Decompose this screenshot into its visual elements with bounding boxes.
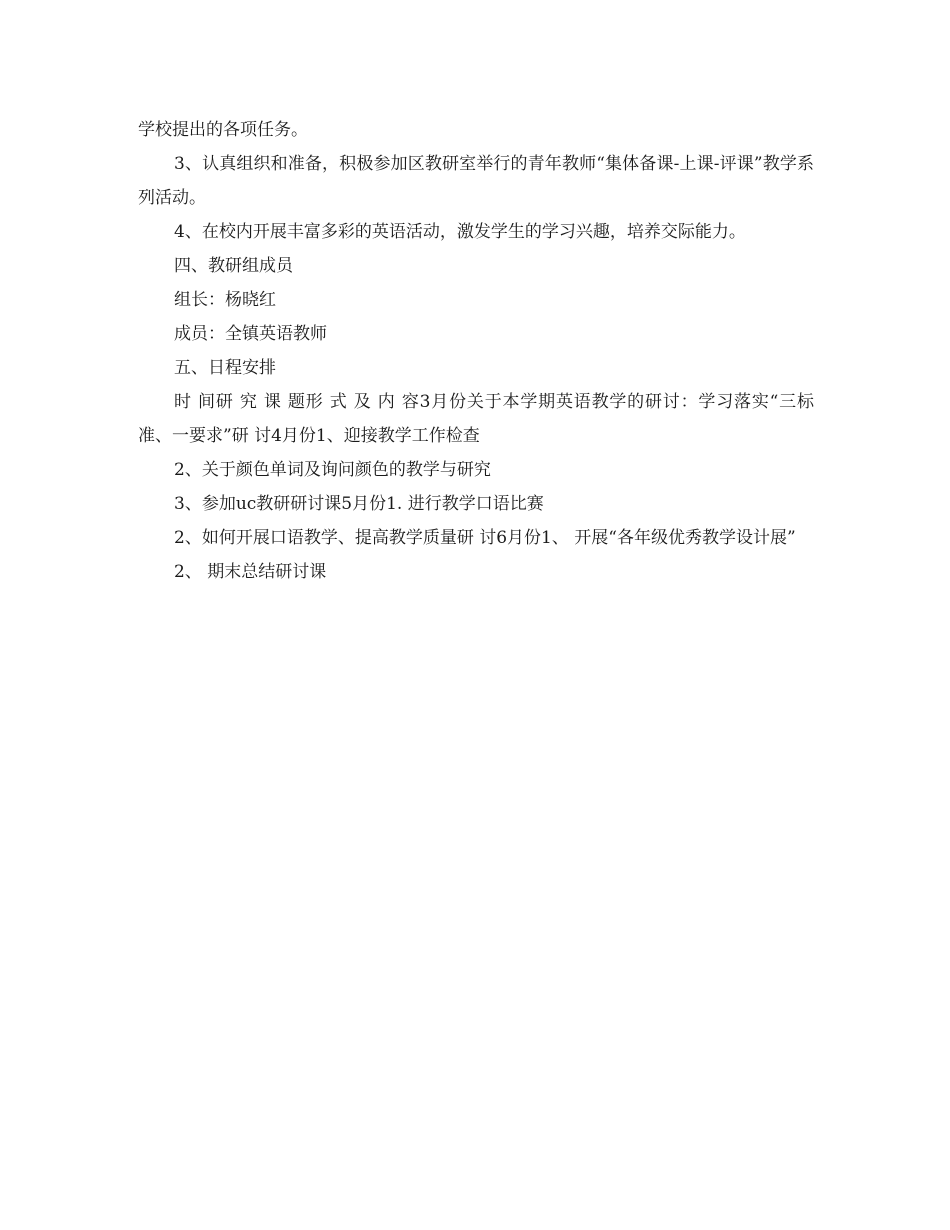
document-body — [138, 113, 814, 589]
paragraph: 2、 期末总结研讨课 — [174, 562, 327, 582]
paragraph: 成员：全镇英语教师 — [174, 324, 327, 344]
section-heading: 五、日程安排 — [174, 358, 276, 378]
paragraph: 3、参加uc教研研讨课5月份1. 进行教学口语比赛 — [174, 494, 544, 514]
paragraph: 3、认真组织和准备，积极参加区教研室举行的青年教师“集体备课-上课-评课”教学系列活动。 — [138, 154, 814, 208]
paragraph: 时 间研 究 课 题形 式 及 内 容3月份关于本学期英语教学的研讨：学习落实“三标准、一要求”研 讨4月份1、迎接教学工作检查 — [138, 392, 814, 446]
paragraph: 学校提出的各项任务。 — [138, 120, 308, 140]
paragraph: 2、如何开展口语教学、提高教学质量研 讨6月份1、 开展“各年级优秀教学设计展” — [174, 528, 796, 548]
paragraph: 组长：杨晓红 — [174, 290, 276, 310]
paragraph: 4、在校内开展丰富多彩的英语活动，激发学生的学习兴趣，培养交际能力。 — [174, 222, 746, 242]
paragraph: 2、关于颜色单词及询问颜色的教学与研究 — [174, 460, 491, 480]
section-heading: 四、教研组成员 — [174, 256, 293, 276]
